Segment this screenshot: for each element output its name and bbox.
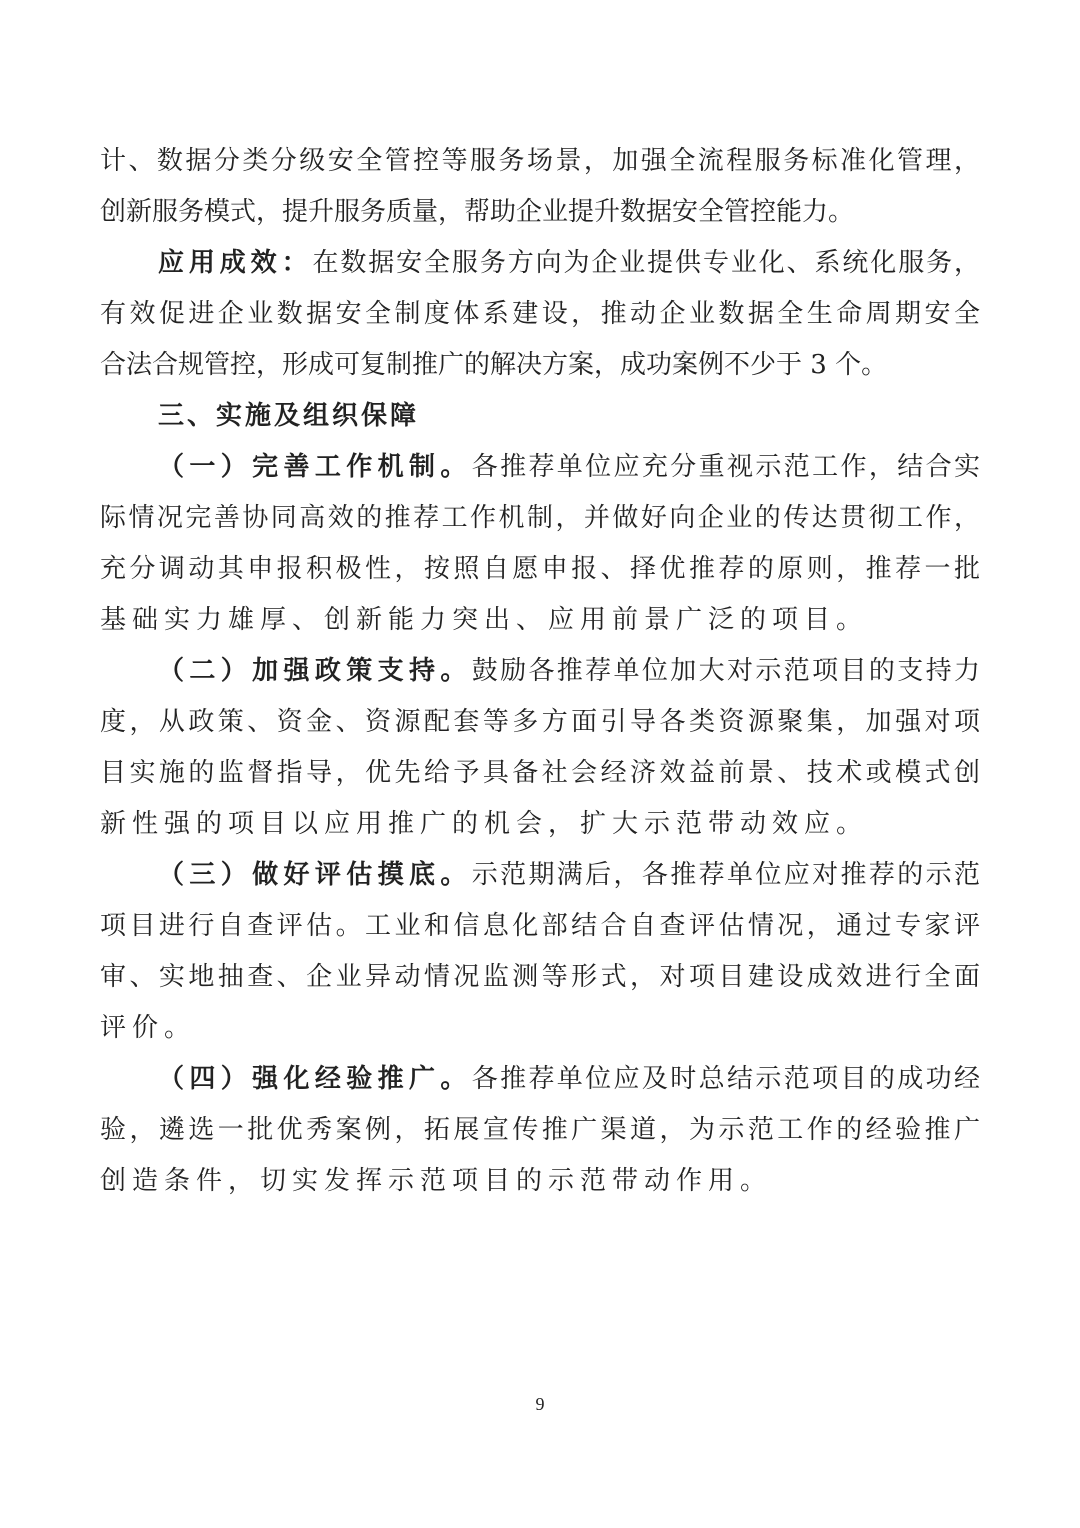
paragraph-line: 应用成效：在数据安全服务方向为企业提供专业化、系统化服务， (158, 248, 980, 278)
paragraph-line: 有效促进企业数据安全制度体系建设，推动企业数据全生命周期安全 (100, 299, 980, 329)
paragraph-line: （二）加强政策支持。鼓励各推荐单位加大对示范项目的支持力 (158, 656, 980, 686)
paragraph-line: 新性强的项目以应用推广的机会，扩大示范带动效应。 (100, 809, 869, 839)
paragraph-line: 评价。 (100, 1013, 197, 1043)
section-heading: 三、实施及组织保障 (158, 401, 420, 431)
paragraph-label: （一）完善工作机制。 (158, 452, 472, 482)
paragraph-line: 度，从政策、资金、资源配套等多方面引导各类资源聚集，加强对项 (100, 707, 980, 737)
paragraph-line: 审、实地抽查、企业异动情况监测等形式，对项目建设成效进行全面 (100, 962, 980, 992)
paragraph-line: 创造条件，切实发挥示范项目的示范带动作用。 (100, 1166, 773, 1196)
paragraph-line: 计、数据分类分级安全管控等服务场景，加强全流程服务标准化管理， (100, 146, 980, 176)
paragraph-line: 创新服务模式，提升服务质量，帮助企业提升数据安全管控能力。 (100, 197, 855, 227)
paragraph-line: （四）强化经验推广。各推荐单位应及时总结示范项目的成功经 (158, 1064, 980, 1094)
paragraph-line: （三）做好评估摸底。示范期满后，各推荐单位应对推荐的示范 (158, 860, 980, 890)
paragraph-label: （四）强化经验推广。 (158, 1064, 472, 1094)
paragraph-line: 际情况完善协同高效的推荐工作机制，并做好向企业的传达贯彻工作， (100, 503, 980, 533)
paragraph-line: 验，遴选一批优秀案例，拓展宣传推广渠道，为示范工作的经验推广 (100, 1115, 980, 1145)
paragraph-line: （一）完善工作机制。各推荐单位应充分重视示范工作，结合实 (158, 452, 980, 482)
paragraph-label: （三）做好评估摸底。 (158, 860, 472, 890)
page-number: 9 (535, 1394, 545, 1414)
paragraph-label: （二）加强政策支持。 (158, 656, 472, 686)
paragraph-line: 目实施的监督指导，优先给予具备社会经济效益前景、技术或模式创 (100, 758, 980, 788)
paragraph-line: 基础实力雄厚、创新能力突出、应用前景广泛的项目。 (100, 605, 869, 635)
paragraph-line: 合法合规管控，形成可复制推广的解决方案，成功案例不少于 3 个。 (100, 350, 888, 380)
paragraph-line: 项目进行自查评估。工业和信息化部结合自查评估情况，通过专家评 (100, 911, 980, 941)
paragraph-label: 应用成效： (158, 248, 313, 278)
paragraph-line: 充分调动其申报积极性，按照自愿申报、择优推荐的原则，推荐一批 (100, 554, 980, 584)
